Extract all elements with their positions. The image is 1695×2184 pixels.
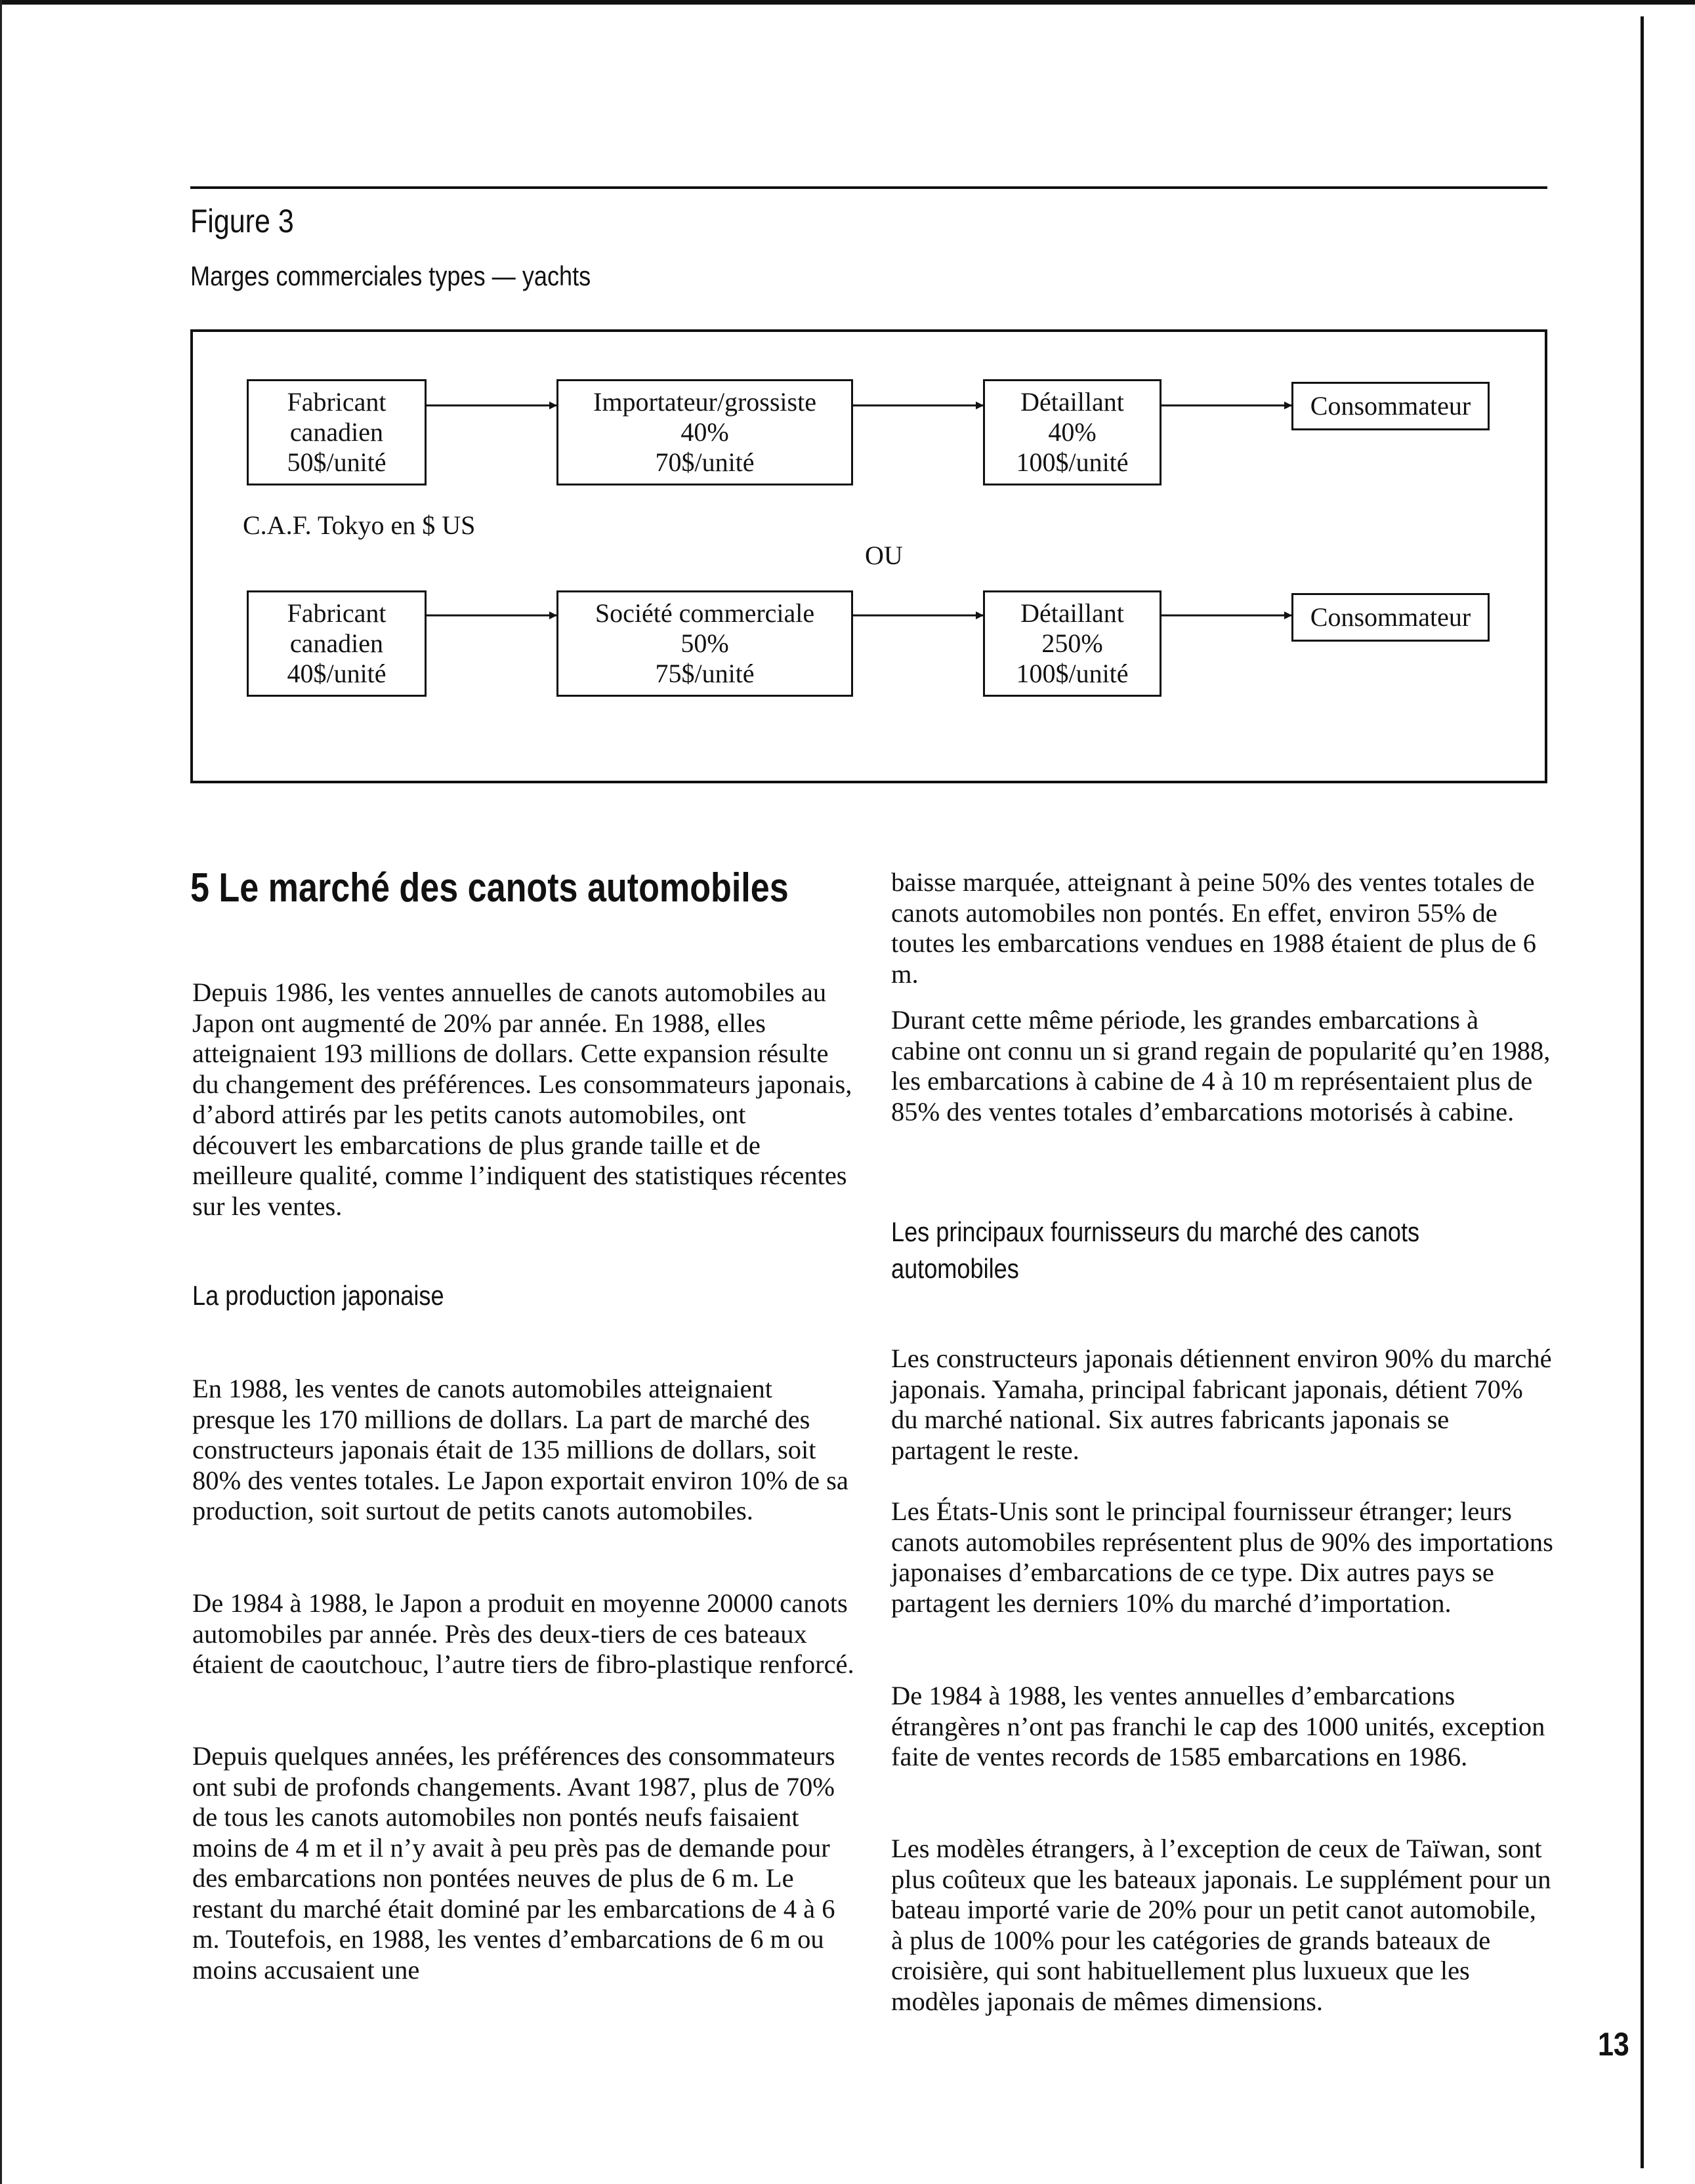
node-line: canadien (289, 417, 384, 447)
node-consumer-1 (1291, 382, 1490, 430)
node-trading-company (556, 590, 853, 697)
figure-subtitle: Marges commerciales types — yachts (190, 260, 591, 291)
section-heading: 5 Le marché des canots automobiles (190, 865, 789, 911)
paragraph: En 1988, les ventes de canots automobiles atteignaient presque les 170 millions de dollars. La part de marché des constructeurs japonais était de 135 millions de dollars, soit 80% des ventes totales. Le Japon exportait environ 10% de sa production, soit surtout de petits canots automobiles. (192, 1374, 848, 1525)
paragraph: De 1984 à 1988, les ventes annuelles d’embarcations étrangères n’ont pas franchi le cap des 1000 unités, exception faite de ventes records de 1585 embarcations en 1986. (891, 1681, 1545, 1771)
right-paragraph-3 (891, 1344, 1554, 1466)
node-line: Détaillant (1020, 387, 1124, 417)
paragraph: Depuis quelques années, les préférences des consommateurs ont subi de profonds changements. Avant 1987, plus de 70% de tous les canots automobiles non pontés neufs faisaient moins de 4 m et il n’y avait à peu près pas de demande pour des embarcations non pontées neuves de plus de 6 m. Le restant du marché était dominé par les embarcations de 4 à 6 m. Toutefois, en 1988, les ventes d’embarcations de 6 m ou moins accusaient une (192, 1741, 835, 1985)
node-line: Consommateur (1310, 391, 1471, 421)
left-paragraph-3 (192, 1588, 855, 1680)
paragraph: Depuis 1986, les ventes annuelles de canots automobiles au Japon ont augmenté de 20% par année. En 1988, elles atteignaient 193 millions de dollars. Cette expansion résulte du changement des préférences. Les consommateurs japonais, d’abord attirés par les petits canots automobiles, ont découvert les embarcations de plus grande taille et de meilleure qualité, comme l’indiquent des statistiques récentes sur les ventes. (192, 978, 852, 1221)
left-column-intro (192, 978, 855, 1222)
node-retailer-1 (983, 379, 1161, 485)
node-line: 40% (1048, 417, 1097, 447)
node-retailer-2 (983, 590, 1161, 697)
paragraph: De 1984 à 1988, le Japon a produit en moyenne 20000 canots automobiles par année. Près des deux-tiers de ces bateaux étaient de caoutchouc, l’autre tiers de fibro-plastique renforcé. (192, 1588, 854, 1679)
node-line: Consommateur (1310, 602, 1471, 632)
figure-top-rule (190, 186, 1547, 189)
right-paragraph-6 (891, 1834, 1554, 2017)
right-paragraph-2 (891, 1005, 1554, 1127)
left-paragraph-4 (192, 1741, 855, 1985)
node-line: Importateur/grossiste (593, 387, 816, 417)
left-border (0, 0, 2, 2184)
top-border (0, 0, 1695, 5)
left-paragraph-2 (192, 1374, 855, 1527)
paragraph: baisse marquée, atteignant à peine 50% des ventes totales de canots automobiles non pontés. En effet, environ 55% de toutes les embarcations vendues en 1988 étaient de plus de 6 m. (891, 867, 1536, 989)
paragraph: Durant cette même période, les grandes embarcations à cabine ont connu un si grand regain de popularité qu’en 1988, les embarcations à cabine de 4 à 10 m représentaient plus de 85% des ventes totales d’embarcations motorisés à cabine. (891, 1005, 1551, 1126)
right-paragraph-1 (891, 867, 1554, 989)
node-line: 75$/unité (655, 659, 755, 688)
node-consumer-2 (1291, 593, 1490, 642)
subheading-production: La production japonaise (192, 1280, 444, 1311)
node-line: Fabricant (287, 387, 387, 417)
node-line: 50$/unité (287, 447, 387, 477)
page-number: 13 (1598, 2026, 1629, 2063)
node-importer (556, 379, 853, 485)
paragraph: Les États-Unis sont le principal fournisseur étranger; leurs canots automobiles représentent plus de 90% des importations japonaises d’embarcations de ce type. Dix autres pays se partagent les derniers 10% du marché d’importation. (891, 1496, 1553, 1618)
node-line: canadien (289, 628, 384, 658)
node-line: 100$/unité (1016, 659, 1129, 688)
subheading-suppliers: Les principaux fournisseurs du marché des canots automobiles (891, 1216, 1420, 1284)
or-label: OU (865, 541, 903, 570)
node-line: 250% (1041, 628, 1103, 658)
right-margin-rule (1641, 16, 1644, 2168)
node-manufacturer-2 (247, 590, 427, 697)
node-line: 40% (680, 417, 729, 447)
right-paragraph-4 (891, 1496, 1554, 1618)
paragraph: Les modèles étrangers, à l’exception de ceux de Taïwan, sont plus coûteux que les bateaux japonais. Le supplément pour un bateau importé varie de 20% pour un petit canot automobile, à plus de 100% pour les catégories de grands bateaux de croisière, qui sont habituellement plus luxueux que les modèles japonais de mêmes dimensions. (891, 1834, 1551, 2016)
cif-note: C.A.F. Tokyo en $ US (243, 510, 476, 540)
figure-label: Figure 3 (190, 203, 294, 239)
node-line: 50% (680, 628, 729, 658)
node-line: Détaillant (1020, 598, 1124, 628)
right-paragraph-5 (891, 1681, 1554, 1773)
node-line: Société commerciale (595, 598, 815, 628)
margin-flow-diagram (190, 329, 1547, 783)
node-line: 70$/unité (655, 447, 755, 477)
node-line: Fabricant (287, 598, 387, 628)
node-line: 40$/unité (287, 659, 387, 688)
node-manufacturer-1 (247, 379, 427, 485)
node-line: 100$/unité (1016, 447, 1129, 477)
paragraph: Les constructeurs japonais détiennent environ 90% du marché japonais. Yamaha, principal fabricant japonais, détient 70% du marché national. Six autres fabricants japonais se partagent le reste. (891, 1344, 1552, 1465)
